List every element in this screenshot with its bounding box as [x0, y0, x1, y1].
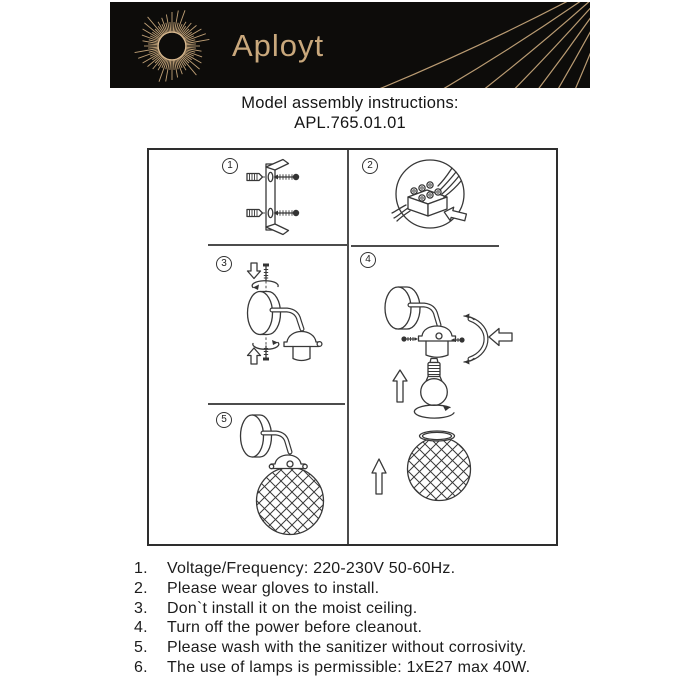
up-arrow-icon	[372, 459, 386, 494]
lamp-socket	[419, 326, 456, 357]
item-text: Please wash with the sanitizer without corrosivity.	[167, 639, 527, 657]
lamp-socket	[269, 455, 307, 469]
item-text: Please wear gloves to install.	[167, 579, 380, 597]
screw	[263, 346, 269, 361]
assembly-diagram	[147, 148, 558, 546]
item-number: 3.	[134, 599, 148, 617]
mounting-screw	[274, 174, 300, 180]
retaining-ring	[464, 314, 486, 365]
instruction-item	[134, 658, 530, 678]
instruction-list	[134, 559, 530, 678]
brand-name: Aployt	[232, 28, 325, 63]
step-4-illustration	[348, 246, 556, 544]
step-1-illustration	[149, 150, 347, 244]
step-5-illustration	[149, 404, 347, 544]
instruction-item	[134, 618, 530, 638]
step-2-number: 2	[362, 158, 378, 174]
mounting-screw	[274, 210, 300, 216]
mounting-bracket	[266, 160, 289, 235]
rotation-arrow-icon	[414, 405, 454, 418]
lamp-socket	[284, 332, 322, 361]
wall-anchor	[247, 174, 266, 181]
step-1-number: 1	[222, 158, 238, 174]
item-text: The use of lamps is permissible: 1xE27 max 40W.	[167, 658, 531, 676]
instruction-item	[134, 599, 530, 619]
screw	[401, 336, 418, 341]
light-bulb	[421, 359, 448, 406]
down-arrow-icon	[248, 263, 261, 279]
instruction-item	[134, 638, 530, 658]
step-3-illustration	[149, 245, 347, 403]
instruction-item	[134, 579, 530, 599]
item-number: 4.	[134, 619, 148, 637]
step-3-number: 3	[216, 256, 232, 272]
instruction-item	[134, 559, 530, 579]
step-2-illustration	[348, 150, 556, 244]
left-arrow-icon	[489, 329, 512, 346]
wall-anchor	[247, 210, 266, 217]
terminal-block	[408, 182, 447, 216]
item-number: 6.	[134, 658, 148, 676]
rotation-arrow-icon	[252, 281, 278, 290]
mesh-globe	[257, 468, 324, 535]
mesh-globe	[408, 431, 471, 501]
wall-canopy	[385, 287, 420, 329]
item-number: 5.	[134, 639, 148, 657]
brand-banner	[110, 2, 590, 88]
ray-fan-decoration-icon	[110, 2, 590, 88]
item-text: Voltage/Frequency: 220-230V 50-60Hz.	[167, 560, 456, 577]
screw	[263, 264, 269, 281]
item-number: 2.	[134, 579, 148, 597]
step-5-number: 5	[216, 412, 232, 428]
page-title: Model assembly instructions:	[241, 94, 459, 112]
item-text: Don`t install it on the moist ceiling.	[167, 599, 418, 617]
item-text: Turn off the power before cleanout.	[167, 619, 423, 637]
item-number: 1.	[134, 560, 148, 577]
wall-canopy	[241, 415, 272, 457]
model-number: APL.765.01.01	[294, 114, 406, 132]
wall-canopy	[248, 292, 281, 335]
up-arrow-icon	[248, 348, 261, 364]
up-arrow-icon	[393, 370, 407, 402]
step-4-number: 4	[360, 252, 376, 268]
